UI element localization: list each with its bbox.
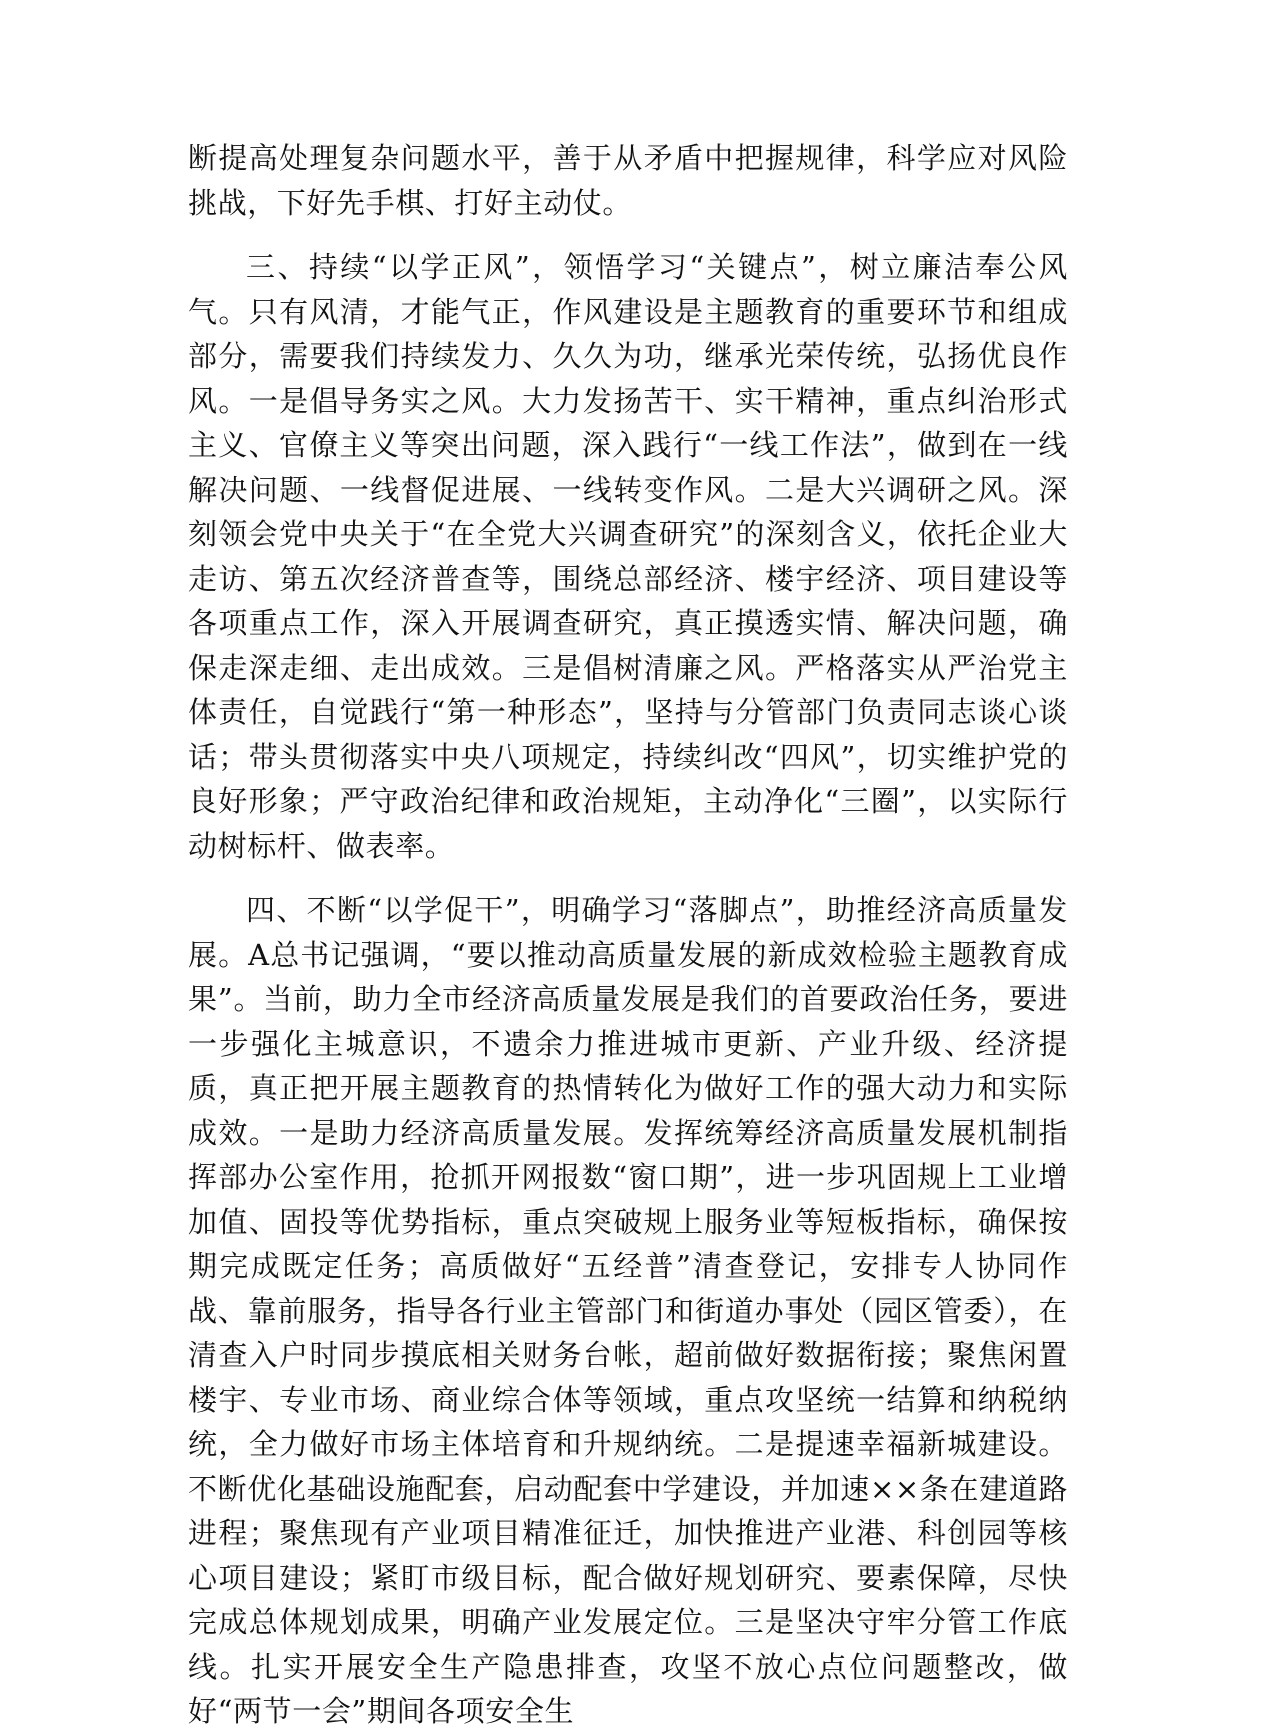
paragraph-section-four: 四、不断“以学促干”，明确学习“落脚点”，助推经济高质量发展。A总书记强调，“要以推动高质量发展的新成效检验主题教育成果”。当前，助力全市经济高质量发展是我们的首要政治任务，要进一步强化主城意识，不遗余力推进城市更新、产业升级、经济提质，真正把开展主题教育的热情转化为做好工作的强大动力和实际成效。一是助力经济高质量发展。发挥统筹经济高质量发展机制指挥部办公室作用，抢抓开网报数“窗口期”，进一步巩固规上工业增加值、固投等优势指标，重点突破规上服务业等短板指标，确保按期完成既定任务；高质做好“五经普”清查登记，安排专人协同作战、靠前服务，指导各行业主管部门和街道办事处（园区管委），在清查入户时同步摸底相关财务台帐，超前做好数据衔接；聚焦闲置楼宇、专业市场、商业综合体等领域，重点攻坚统一结算和纳税纳统，全力做好市场主体培育和升规纳统。二是提速幸福新城建设。不断优化基础设施配套，启动配套中学建设，并加速××条在建道路进程；聚焦现有产业项目精准征迁，加快推进产业港、科创园等核心项目建设；紧盯市级目标，配合做好规划研究、要素保障，尽快完成总体规划成果，明确产业发展定位。三是坚决守牢分管工作底线。扎实开展安全生产隐患排查，攻坚不放心点位问题整改，做好“两节一会”期间各项安全生	[188, 893, 1068, 1728]
paragraph-continuation: 断提高处理复杂问题水平，善于从矛盾中把握规律，科学应对风险挑战，下好先手棋、打好主动仗。	[188, 141, 1068, 220]
document-body	[188, 136, 1068, 1734]
paragraph-section-three: 三、持续“以学正风”，领悟学习“关键点”，树立廉洁奉公风气。只有风清，才能气正，作风建设是主题教育的重要环节和组成部分，需要我们持续发力、久久为功，继承光荣传统，弘扬优良作风。一是倡导务实之风。大力发扬苦干、实干精神，重点纠治形式主义、官僚主义等突出问题，深入践行“一线工作法”，做到在一线解决问题、一线督促进展、一线转变作风。二是大兴调研之风。深刻领会党中央关于“在全党大兴调查研究”的深刻含义，依托企业大走访、第五次经济普查等，围绕总部经济、楼宇经济、项目建设等各项重点工作，深入开展调查研究，真正摸透实情、解决问题，确保走深走细、走出成效。三是倡树清廉之风。严格落实从严治党主体责任，自觉践行“第一种形态”，坚持与分管部门负责同志谈心谈话；带头贯彻落实中央八项规定，持续纠改“四风”，切实维护党的良好形象；严守政治纪律和政治规矩，主动净化“三圈”，以实际行动树标杆、做表率。	[188, 250, 1068, 863]
